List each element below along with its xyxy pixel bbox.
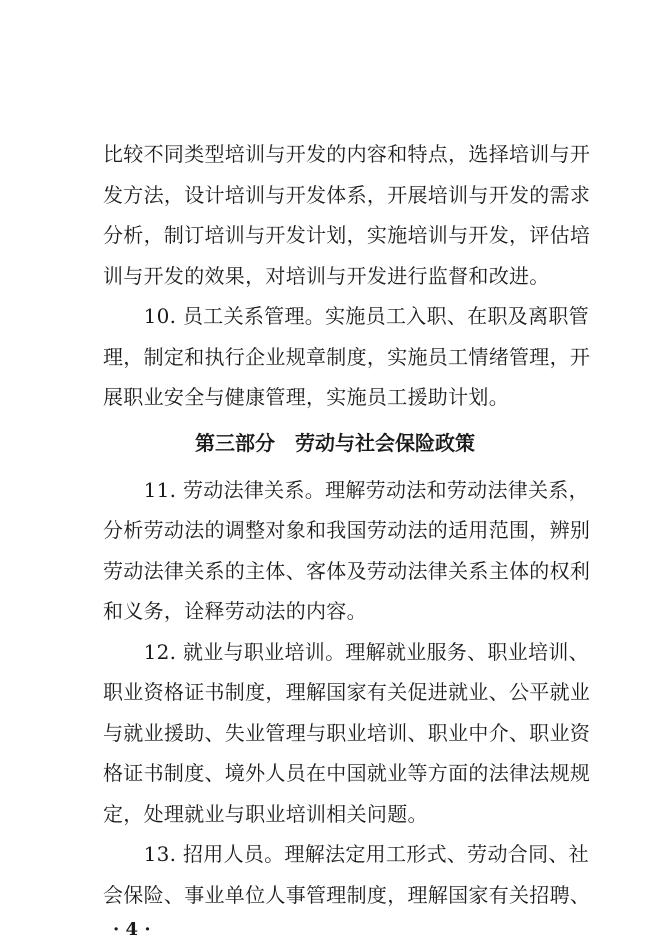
text-line: 格证书制度、境外人员在中国就业等方面的法律法规规 [103,761,591,785]
text-line: 11. 劳动法律关系。理解劳动法和劳动法律关系， [103,477,589,502]
text-line: 分析，制订培训与开发计划，实施培训与开发，评估培 [103,223,591,247]
text-line: 10. 员工关系管理。实施员工入职、在职及离职管 [103,304,589,328]
text-line: 比较不同类型培训与开发的内容和特点，选择培训与开 [103,142,591,166]
text-line: 理，制定和执行企业规章制度，实施员工情绪管理，开 [103,344,591,369]
text-line: 定，处理就业与职业培训相关问题。 [103,801,428,826]
text-line: 与就业援助、失业管理与职业培训、职业中介、职业资 [103,720,591,745]
text-line: 职业资格证书制度，理解国家有关促进就业、公平就业 [103,680,591,704]
text-line: 13. 招用人员。理解法定用工形式、劳动合同、社 [103,842,589,866]
page-number: · 4 · [113,919,151,940]
text-line: 展职业安全与健康管理，实施员工援助计划。 [103,385,509,409]
text-line: 会保险、事业单位人事管理制度，理解国家有关招聘、 [103,882,591,907]
text-line: 劳动法律关系的主体、客体及劳动法律关系主体的权利 [103,558,591,583]
text-line: 训与开发的效果，对培训与开发进行监督和改进。 [103,263,550,288]
text-line: 发方法，设计培训与开发体系，开展培训与开发的需求 [103,182,591,207]
text-line: 和义务，诠释劳动法的内容。 [103,599,367,623]
text-line: 分析劳动法的调整对象和我国劳动法的适用范围，辨别 [103,518,591,542]
text-line: 12. 就业与职业培训。理解就业服务、职业培训、 [103,639,589,664]
section-heading: 第三部分 劳动与社会保险政策 [195,430,475,455]
